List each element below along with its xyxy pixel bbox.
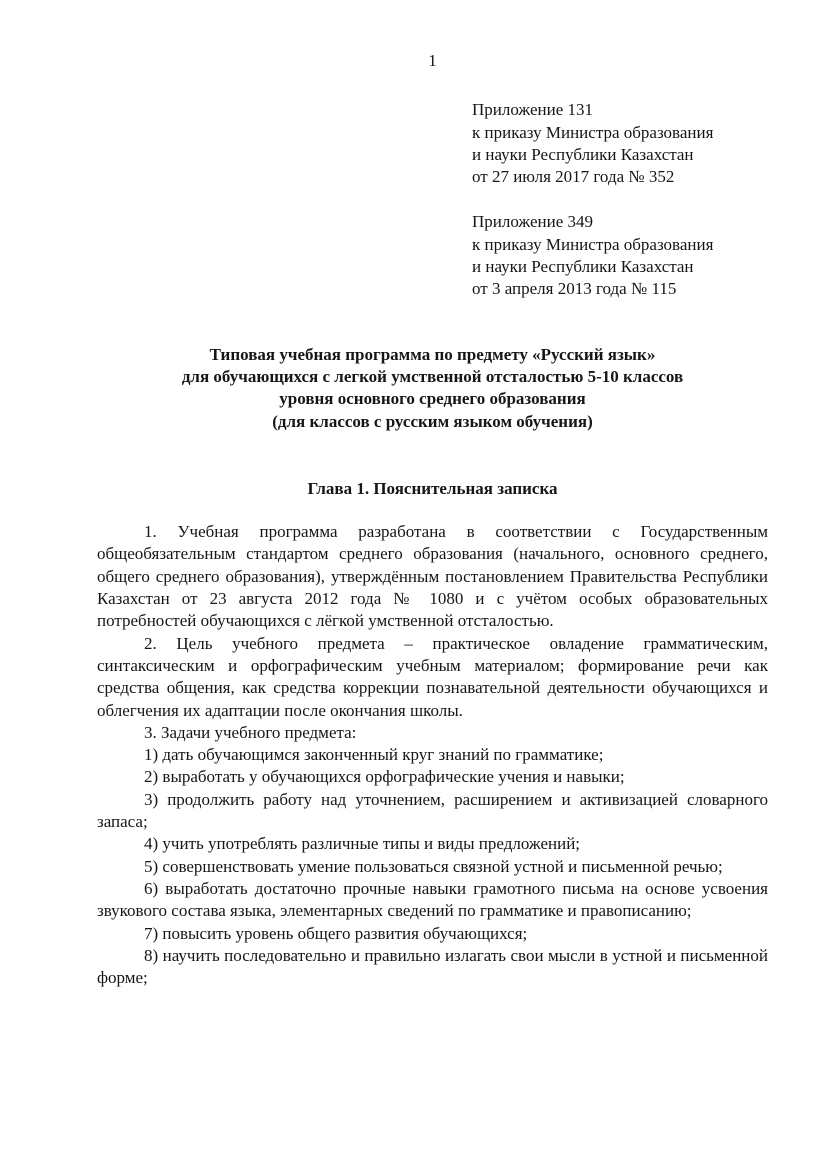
document-body: [97, 521, 768, 989]
paragraph: 2. Цель учебного предмета – практическое овладение грамматическим, синтаксическим и орфографическим учебным материалом; формирование речи как средства общения, как средства коррекции познавательной деятельности обучающихся и облегчения их адаптации после окончания школы.: [97, 633, 768, 720]
list-item: 6) выработать достаточно прочные навыки грамотного письма на основе усвоения звукового состава языка, элементарных сведений по грамматике и правописанию;: [97, 878, 768, 921]
list-item: 7) повысить уровень общего развития обучающихся;: [144, 923, 528, 943]
appendix-line: к приказу Министра образования: [472, 122, 714, 142]
appendix-line: и науки Республики Казахстан: [472, 257, 694, 277]
list-item: 3) продолжить работу над уточнением, расширением и активизацией словарного запаса;: [97, 789, 768, 832]
page-number: 1: [428, 51, 437, 70]
document-title-line: (для классов с русским языком обучения): [272, 411, 593, 431]
document-title-line: уровня основного среднего образования: [279, 389, 586, 409]
list-item: 4) учить употреблять различные типы и виды предложений;: [144, 834, 581, 854]
appendix-line: от 3 апреля 2013 года № 115: [472, 279, 677, 299]
document-title-line: Типовая учебная программа по предмету «Русский язык»: [209, 344, 656, 364]
appendix-line: Приложение 131: [472, 100, 593, 120]
appendix-line: Приложение 349: [472, 212, 593, 232]
paragraph: 3. Задачи учебного предмета:: [144, 722, 357, 742]
list-item: 5) совершенствовать умение пользоваться связной устной и письменной речью;: [144, 856, 723, 876]
appendix-line: к приказу Министра образования: [472, 234, 714, 254]
chapter-heading: Глава 1. Пояснительная записка: [307, 478, 558, 498]
appendix-block-1: [472, 99, 768, 188]
document-title-line: для обучающихся с легкой умственной отсталостью 5-10 классов: [181, 366, 684, 386]
list-item: 2) выработать у обучающихся орфографические учения и навыки;: [144, 767, 625, 787]
paragraph: 1. Учебная программа разработана в соответствии с Государственным общеобязательным стандартом среднего образования (начального, основного среднего, общего среднего образования), утверждённым постановлением Правительства Республики Казахстан от 23 августа 2012 года № 1080 и с учётом особых образовательных потребностей обучающихся с лёгкой умственной отсталостью.: [97, 522, 768, 631]
appendix-line: от 27 июля 2017 года № 352: [472, 167, 675, 187]
document-title: [97, 344, 768, 433]
list-item: 8) научить последовательно и правильно излагать свои мысли в устной и письменной форме;: [97, 945, 768, 988]
appendix-line: и науки Республики Казахстан: [472, 144, 694, 164]
appendix-block-2: [472, 211, 768, 300]
list-item: 1) дать обучающимся законченный круг знаний по грамматике;: [144, 745, 604, 765]
